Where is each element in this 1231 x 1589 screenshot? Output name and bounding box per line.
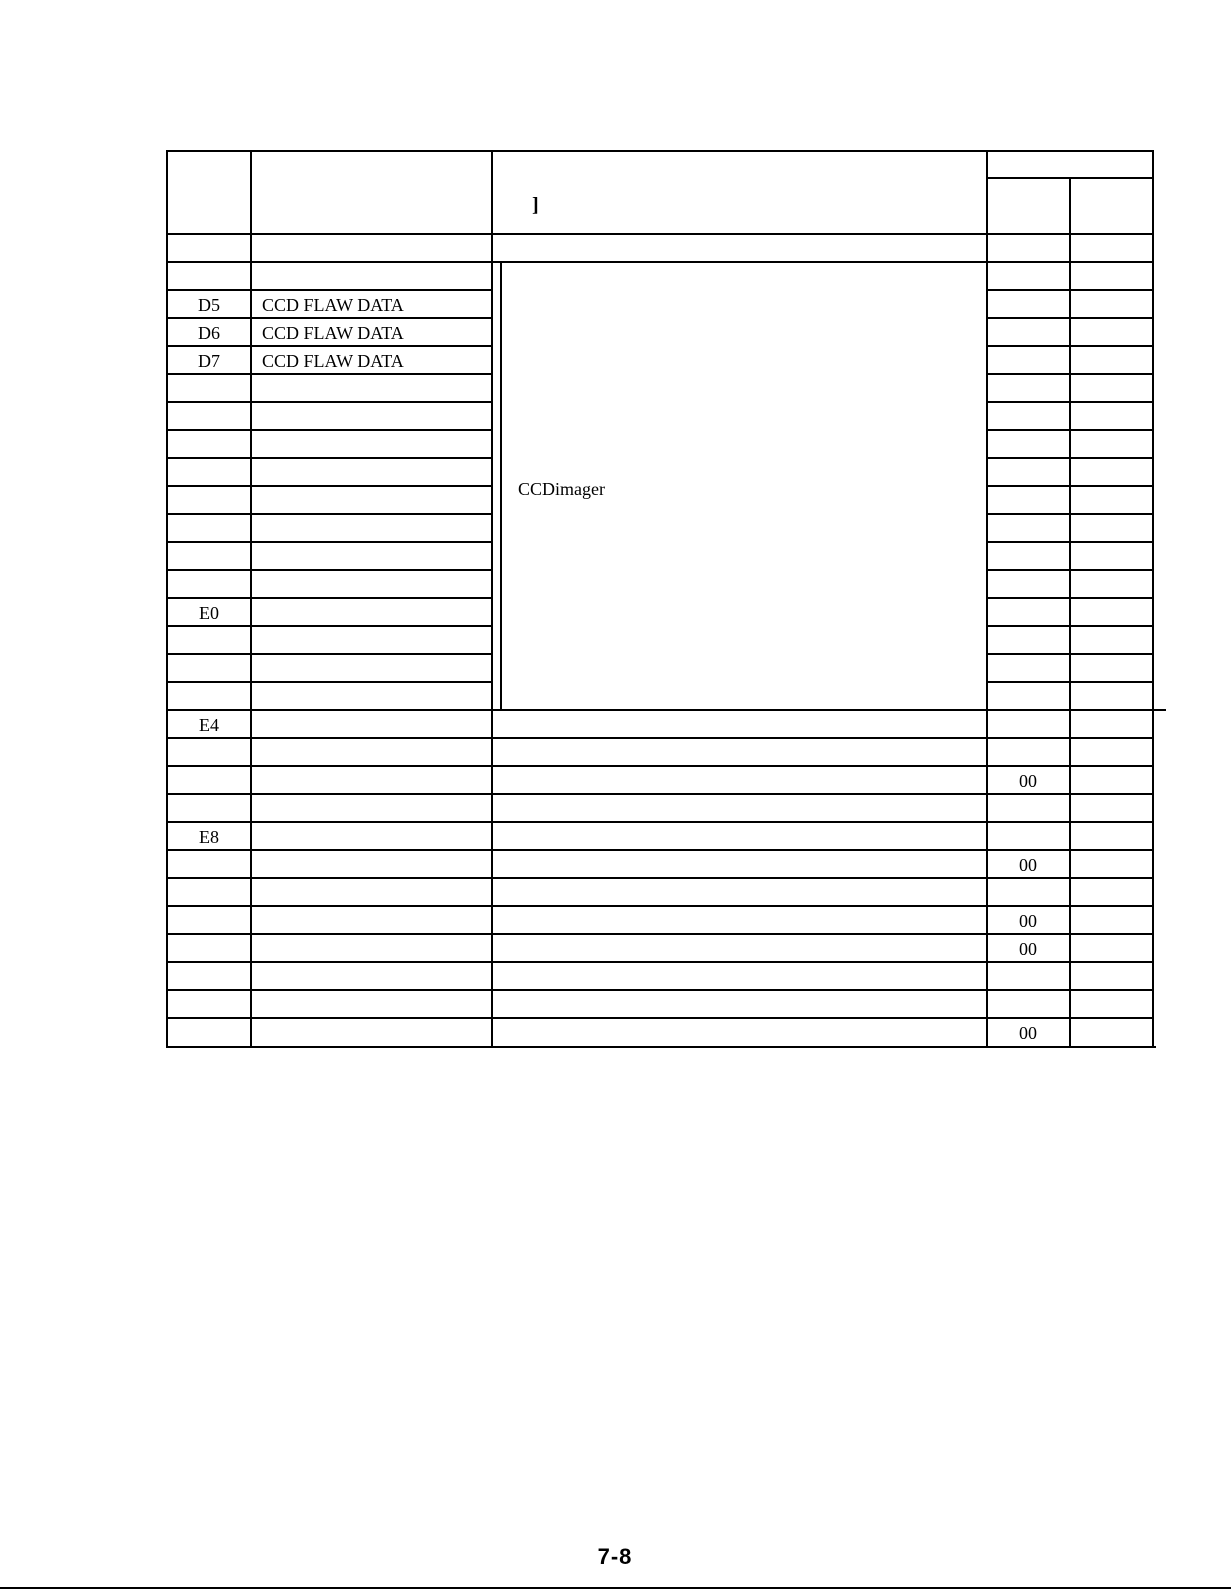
default-value: 00 [1019, 771, 1037, 791]
row-rule [166, 401, 493, 403]
row-name-d5: CCD FLAW DATA [262, 295, 404, 315]
page-number: 7-8 [597, 1544, 633, 1569]
row-code-d7: D7 [198, 351, 220, 371]
row-rule [166, 261, 1154, 263]
table-bottom-border [166, 1046, 1156, 1048]
row-rule [166, 429, 493, 431]
value-row-rule [986, 401, 1154, 403]
row-rule [166, 485, 493, 487]
row-rule [166, 933, 1154, 935]
row-rule [166, 317, 493, 319]
group-bracket-line [500, 262, 502, 710]
default-value: 00 [1019, 1023, 1037, 1043]
row-rule [166, 793, 1154, 795]
row-rule [166, 289, 493, 291]
value-row-rule [986, 373, 1154, 375]
row-name-d7: CCD FLAW DATA [262, 351, 404, 371]
row-rule [166, 457, 493, 459]
row-rule [166, 373, 493, 375]
value-row-rule [986, 457, 1154, 459]
row-code-e8: E8 [199, 827, 219, 847]
table-left-border [166, 150, 168, 1048]
row-rule [166, 765, 1154, 767]
row-rule [166, 737, 1154, 739]
row-rule [166, 513, 493, 515]
value-row-rule [986, 681, 1154, 683]
col-divider-code [250, 150, 252, 1048]
row-rule [166, 541, 493, 543]
row-rule [166, 625, 493, 627]
value-row-rule [986, 345, 1154, 347]
row-rule [166, 597, 493, 599]
row-rule [166, 1017, 1154, 1019]
default-value: 00 [1019, 855, 1037, 875]
row-rule [166, 905, 1154, 907]
row-rule [166, 877, 1154, 879]
table-top-border [166, 150, 1154, 152]
col-divider-desc [986, 150, 988, 1048]
value-row-rule [986, 513, 1154, 515]
row-rule [166, 345, 493, 347]
table-right-border [1152, 150, 1154, 1048]
value-row-rule [986, 625, 1154, 627]
row-rule [166, 821, 1154, 823]
row-rule [166, 961, 1154, 963]
default-value: 00 [1019, 939, 1037, 959]
row-code-e0: E0 [199, 603, 219, 623]
group-label-ccdimager: CCDimager [518, 479, 605, 499]
value-row-rule [986, 597, 1154, 599]
header-rule [166, 233, 1154, 235]
group-bottom-rule [166, 709, 1166, 711]
value-row-rule [986, 541, 1154, 543]
row-rule [166, 849, 1154, 851]
row-code-e4: E4 [199, 715, 219, 735]
value-row-rule [986, 569, 1154, 571]
register-table [166, 150, 1156, 1064]
row-rule [166, 989, 1154, 991]
row-rule [166, 569, 493, 571]
row-code-d6: D6 [198, 323, 220, 343]
col-divider-name [491, 150, 493, 1048]
row-name-d6: CCD FLAW DATA [262, 323, 404, 343]
row-rule [166, 681, 493, 683]
default-value: 00 [1019, 911, 1037, 931]
value-row-rule [986, 485, 1154, 487]
value-row-rule [986, 317, 1154, 319]
row-rule [166, 653, 493, 655]
row-code-d5: D5 [198, 295, 220, 315]
col-divider-value [1069, 178, 1071, 1048]
header-bracket-mark: ] [532, 194, 539, 216]
value-row-rule [986, 653, 1154, 655]
value-row-rule [986, 289, 1154, 291]
value-row-rule [986, 429, 1154, 431]
